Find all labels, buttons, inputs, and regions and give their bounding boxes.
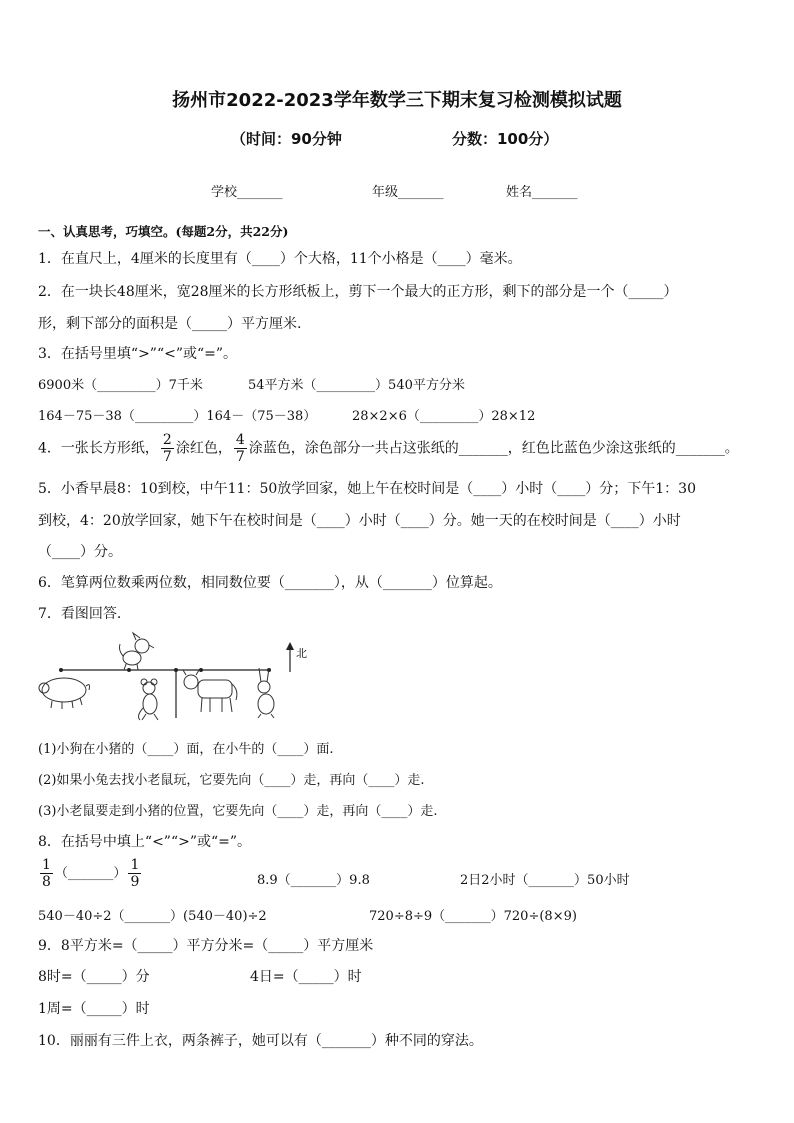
question-3-row-2b: 28×2×6（_________）28×12 bbox=[352, 409, 536, 424]
question-9-line-1: 9．8平方米=（_____）平方分米=（_____）平方厘米 bbox=[38, 938, 374, 954]
numerator: 4 bbox=[235, 432, 245, 448]
question-2-line-2: 形，剩下部分的面积是（_____）平方厘米. bbox=[38, 316, 302, 332]
denominator: 7 bbox=[162, 449, 172, 465]
question-9-line-3: 1周=（_____）时 bbox=[38, 1001, 150, 1017]
question-7-part-2: (2)如果小兔去找小老鼠玩，它要先向（____）走，再向（____）走. bbox=[38, 773, 425, 788]
question-5-line-3: （____）分。 bbox=[38, 544, 122, 560]
denominator: 9 bbox=[130, 874, 140, 890]
question-3-row-2a: 164－75－38（_________）164－（75－38） bbox=[38, 409, 317, 424]
question-4 bbox=[38, 432, 739, 465]
question-5-line-2: 到校，4：20放学回家，她下午在校时间是（____）小时（____）分。她一天的在校时间是（____）小时 bbox=[38, 513, 681, 529]
answer-blank: （_______） bbox=[54, 866, 127, 881]
denominator: 8 bbox=[42, 874, 51, 890]
question-4-post: 涂蓝色，涂色部分一共占这张纸的_______，红色比蓝色少涂这张纸的_______。 bbox=[248, 440, 739, 457]
question-8-row-1b: 8.9（_______）9.8 bbox=[257, 873, 370, 888]
question-10: 10．丽丽有三件上衣，两条裤子，她可以有（_______）种不同的穿法。 bbox=[38, 1033, 483, 1049]
question-9-line-2b: 4日=（_____）时 bbox=[250, 969, 362, 985]
section-1-heading: 一、认真思考，巧填空。(每题2分，共22分) bbox=[38, 224, 289, 239]
question-3-row-1b: 54平方米（_________）540平方分米 bbox=[248, 378, 465, 393]
fraction-two-sevenths bbox=[161, 432, 174, 465]
question-5-line-1: 5．小香早晨8：10到校，中午11：50放学回家，她上午在校时间是（____）小时（____）分；下午1：30 bbox=[38, 481, 696, 497]
question-7: 7．看图回答. bbox=[38, 606, 122, 622]
question-9-line-2a: 8时=（_____）分 bbox=[38, 969, 150, 985]
question-8-row-1c: 2日2小时（_______）50小时 bbox=[460, 873, 630, 888]
grade-field: 年级_______ bbox=[372, 185, 444, 200]
numerator: 2 bbox=[162, 432, 172, 448]
north-label: 北 bbox=[296, 647, 307, 660]
question-8-row-2b: 720÷8÷9（_______）720÷(8×9) bbox=[369, 909, 577, 924]
school-field: 学校_______ bbox=[211, 185, 283, 200]
denominator: 7 bbox=[235, 449, 245, 465]
question-3: 3．在括号里填“>”“<”或“=”。 bbox=[38, 346, 238, 362]
numerator: 1 bbox=[42, 857, 51, 873]
question-8-row-2a: 540－40÷2（_______）(540－40)÷2 bbox=[38, 909, 267, 924]
time-label: （时间：90分钟 bbox=[231, 130, 342, 148]
question-4-mid: 涂红色， bbox=[175, 440, 232, 457]
question-4-pre: 4．一张长方形纸， bbox=[38, 440, 159, 457]
question-2-line-1: 2．在一块长48厘米，宽28厘米的长方形纸板上，剪下一个最大的正方形，剩下的部分是一个（_____） bbox=[38, 284, 678, 300]
direction-map-illustration bbox=[36, 630, 326, 725]
question-6: 6．笔算两位数乘两位数，相同数位要（_______），从（_______）位算起。 bbox=[38, 575, 502, 591]
question-8: 8．在括号中填上“<”“>”或“=”。 bbox=[38, 834, 252, 850]
fraction-one-eighth bbox=[40, 857, 53, 890]
fraction-one-ninth bbox=[128, 857, 141, 890]
dog-icon bbox=[119, 633, 154, 670]
exam-title: 扬州市2022-2023学年数学三下期末复习检测模拟试题 bbox=[172, 90, 622, 111]
numerator: 1 bbox=[130, 857, 140, 873]
question-8-row-1a bbox=[38, 857, 143, 890]
rabbit-icon bbox=[258, 668, 274, 718]
question-3-row-1a: 6900米（_________）7千米 bbox=[38, 378, 203, 393]
cow-icon bbox=[183, 670, 237, 712]
pig-icon bbox=[39, 678, 90, 709]
question-7-part-1: (1)小狗在小猪的（____）面，在小牛的（____）面. bbox=[38, 742, 334, 757]
fraction-four-sevenths bbox=[234, 432, 247, 465]
name-field: 姓名_______ bbox=[506, 185, 578, 200]
question-7-part-3: (3)小老鼠要走到小猪的位置，它要先向（____）走，再向（____）走. bbox=[38, 804, 438, 819]
question-1: 1．在直尺上，4厘米的长度里有（____）个大格，11个小格是（____）毫米。 bbox=[38, 251, 522, 267]
mouse-icon bbox=[139, 679, 158, 720]
score-label: 分数：100分） bbox=[452, 130, 559, 148]
